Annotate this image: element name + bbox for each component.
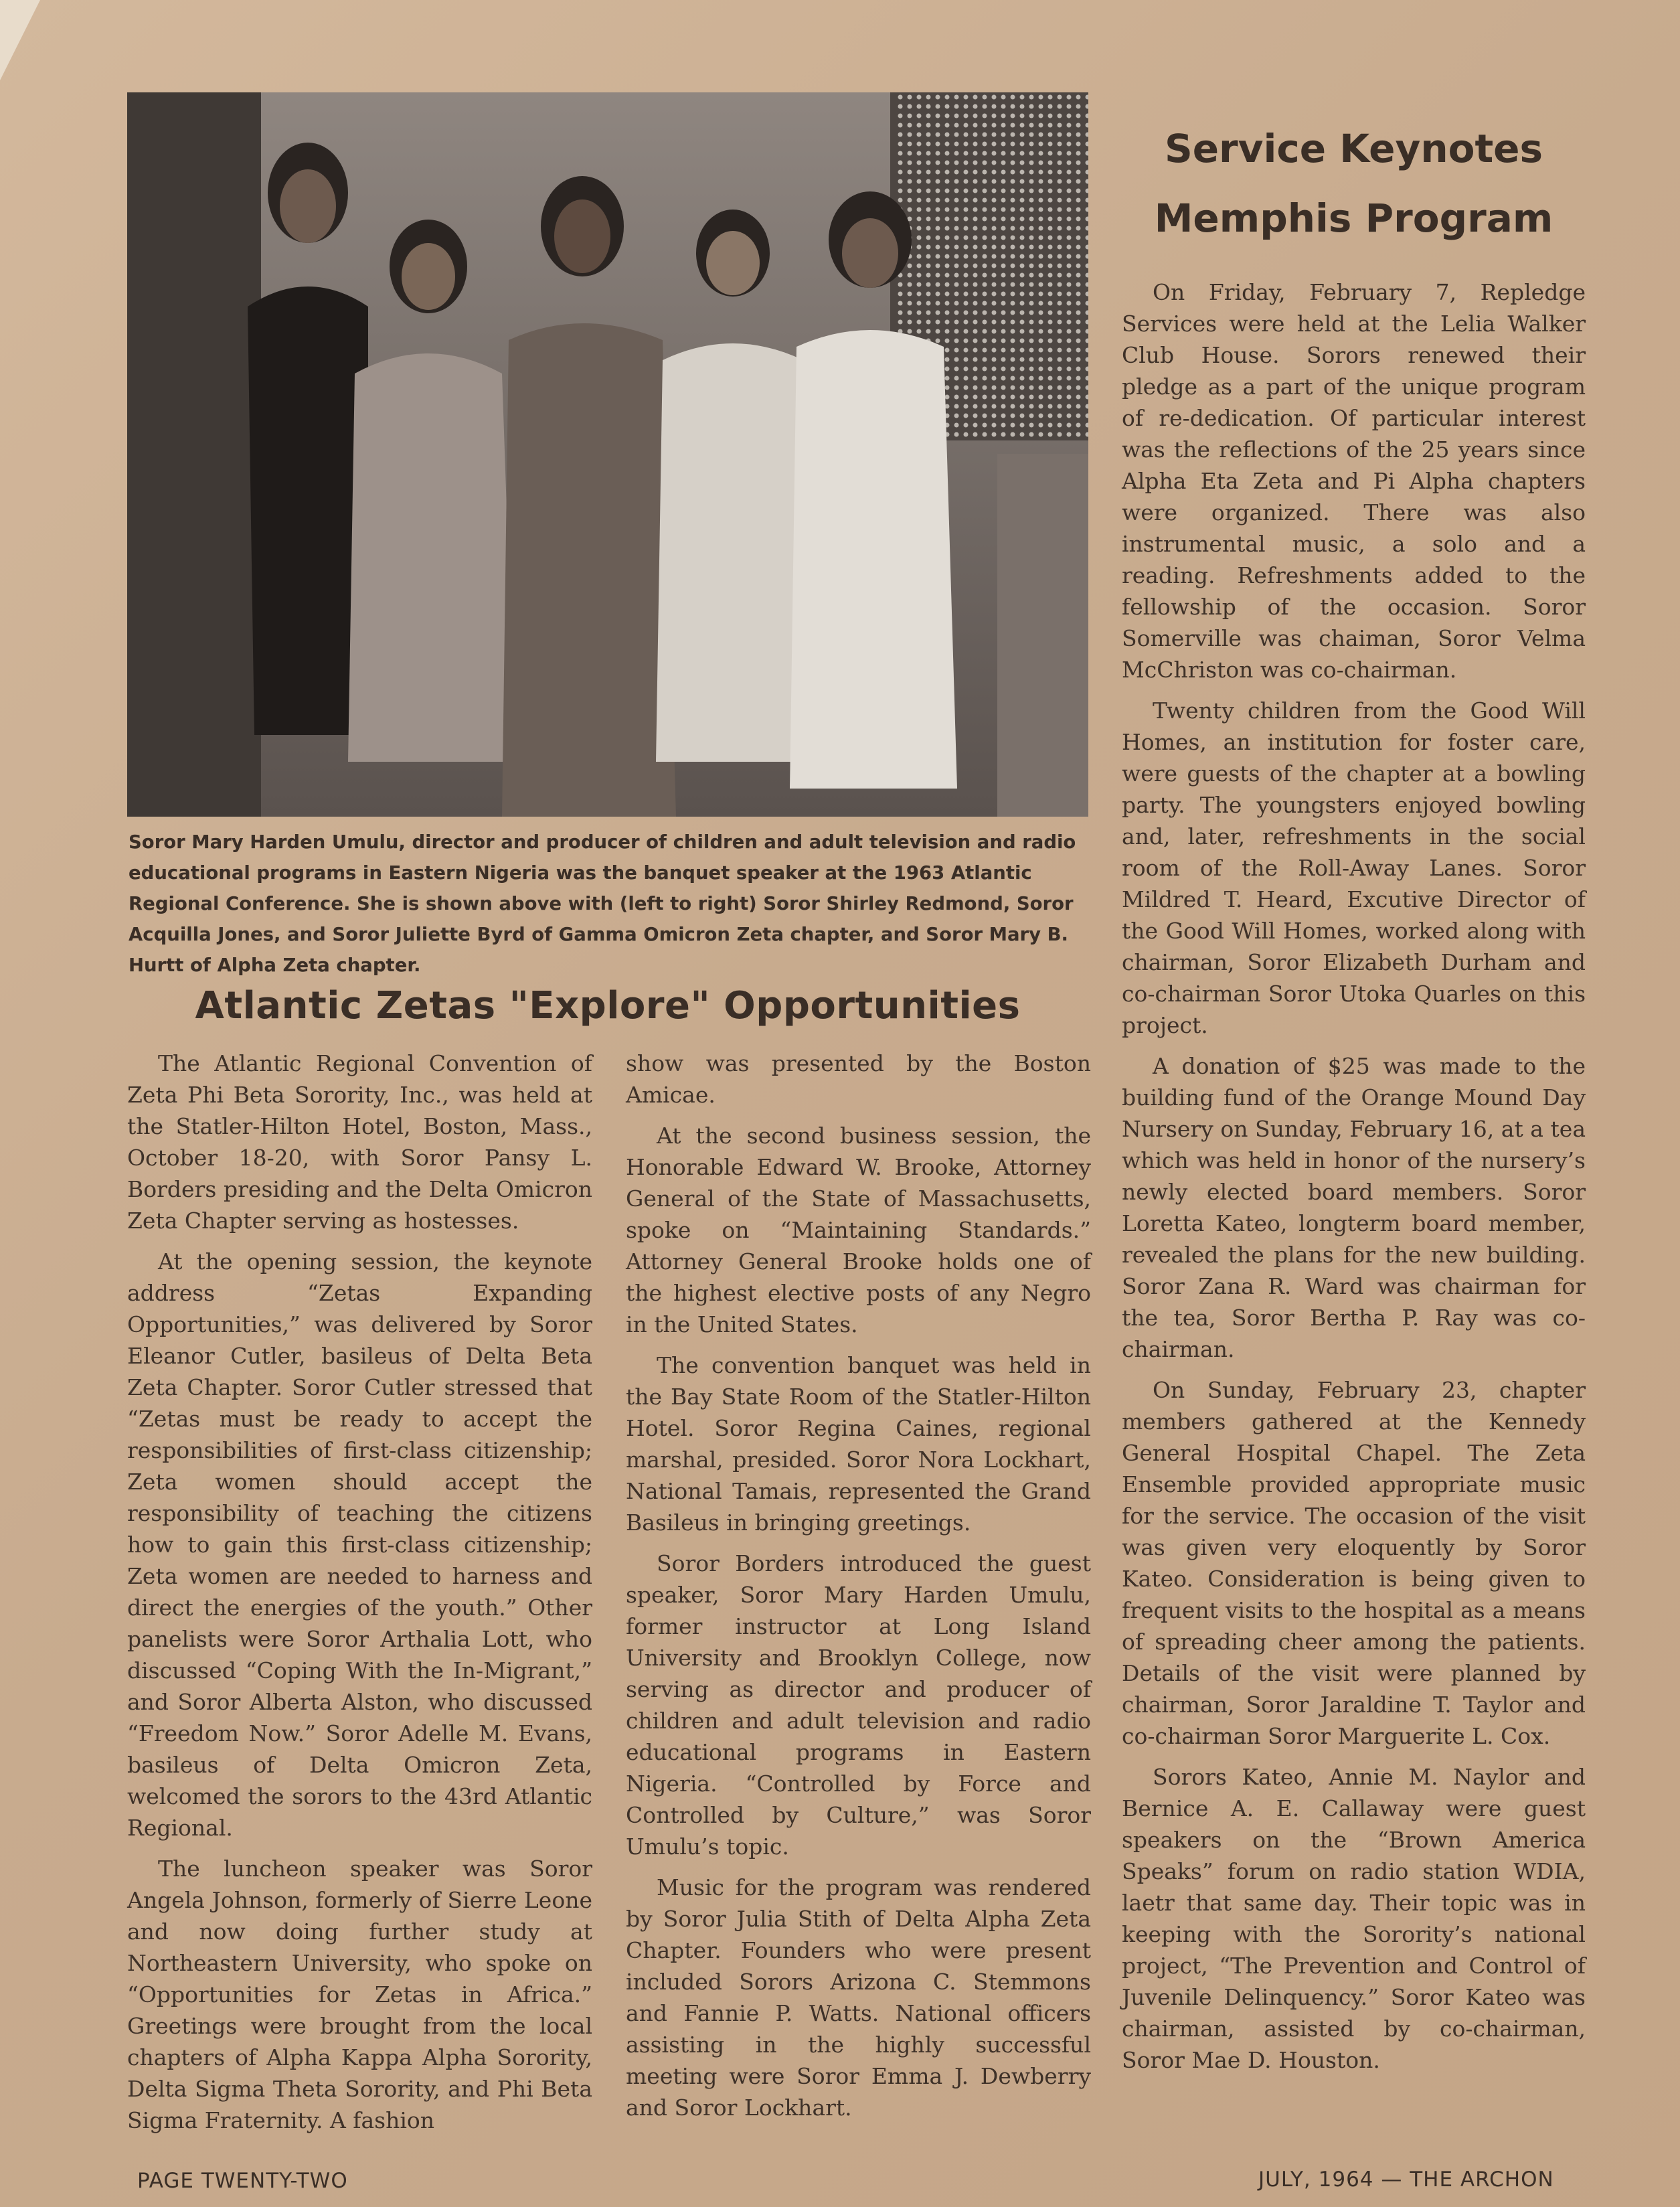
- paragraph: The Atlantic Regional Convention of Zeta Phi Beta Sorority, Inc., was held at the Statler-Hilton Hotel, Boston, Mass., October 18-20, with Soror Pansy L. Borders presiding and the Delta Omicron Zeta Chapter serving as hostesses.: [127, 1050, 592, 1234]
- group-photo-icon: [127, 92, 1088, 817]
- paragraph: Twenty children from the Good Will Homes, an institution for foster care, were guests of the chapter at a bowling party. The youngsters enjoyed bowling and, later, refreshments in the social room of the Roll-Away Lanes. Soror Mildred T. Heard, Excutive Director of the Good Will Homes, worked along with chairman, Soror Elizabeth Durham and co-chairman Soror Utoka Quarles on this project.: [1122, 698, 1586, 1038]
- paragraph: show was presented by the Boston Amicae.: [626, 1050, 1091, 1108]
- paragraph: At the second business session, the Honorable Edward W. Brooke, Attorney General of the State of Massachusetts, spoke on “Maintaining Standards.” Attorney General Brooke holds one of the highest elective posts of any Negro in the United States.: [626, 1123, 1091, 1337]
- paragraph: Soror Borders introduced the guest speaker, Soror Mary Harden Umulu, former instructor at Long Island University and Brooklyn College, now serving as director and producer of children and adult television and radio educational programs in Eastern Nigeria. “Controlled by Force and Controlled by Culture,” was Soror Umulu’s topic.: [626, 1550, 1091, 1860]
- side-article-column: [1122, 276, 1586, 2085]
- main-article-column-1: [127, 1048, 592, 2145]
- caption-text: Soror Mary Harden Umulu, director and producer of children and adult television and radio educational programs in Eastern Nigeria was the banquet speaker at the 1963 Atlantic Regional Conference. She is shown above with (left to right) Soror Shirley Redmond, Soror Acquilla Jones, and Soror Juliette Byrd of Gamma Omicron Zeta chapter, and Soror Mary B. Hurtt of Alpha Zeta chapter.: [129, 831, 1076, 976]
- side-headline-line-2: Memphis Program: [1154, 195, 1553, 241]
- paragraph: On Sunday, February 23, chapter members gathered at the Kennedy General Hospital Chapel. The Zeta Ensemble provided appropriate music for the service. The occasion of the visit was given very eloquently by Soror Kateo. Consideration is being given to frequent visits to the hospital as a means of spreading cheer among the patients. Details of the visit were planned by chairman, Soror Jaraldine T. Taylor and co-chairman Soror Marguerite L. Cox.: [1122, 1377, 1586, 1749]
- paragraph: On Friday, February 7, Repledge Services were held at the Lelia Walker Club House. Sorors renewed their pledge as a part of the unique program of re-dedication. Of particular interest was the reflections of the 25 years since Alpha Eta Zeta and Pi Alpha chapters were organized. There was also instrumental music, a solo and a reading. Refreshments added to the fellowship of the occasion. Soror Somerville was chaiman, Soror Velma McChriston was co-chairman.: [1122, 279, 1586, 683]
- page-number-footer: PAGE TWENTY-TWO: [137, 2169, 348, 2193]
- paragraph: A donation of $25 was made to the building fund of the Orange Mound Day Nursery on Sunday, February 16, at a tea which was held in honor of the nursery’s newly elected board members. Soror Loretta Kateo, longterm board member, revealed the plans for the new building. Soror Zana R. Ward was chairman for the tea, Soror Bertha P. Ray was co-chairman.: [1122, 1053, 1586, 1362]
- paragraph: Music for the program was rendered by Soror Julia Stith of Delta Alpha Zeta Chapter. Founders who were present included Sorors Arizona C. Stemmons and Fannie P. Watts. National officers assisting in the highly successful meeting were Soror Emma J. Dewberry and Soror Lockhart.: [626, 1874, 1091, 2121]
- side-headline: [1122, 114, 1586, 253]
- main-headline: Atlantic Zetas "Explore" Opportunities: [195, 984, 1021, 1028]
- paragraph: The luncheon speaker was Soror Angela Johnson, formerly of Sierre Leone and now doing further study at Northeastern University, who spoke on “Opportunities for Zetas in Africa.” Greetings were brought from the local chapters of Alpha Kappa Alpha Sorority, Delta Sigma Theta Sorority, and Phi Beta Sigma Fraternity. A fashion: [127, 1856, 592, 2133]
- side-headline-line-1: Service Keynotes: [1164, 126, 1543, 171]
- photo-caption: [129, 827, 1092, 981]
- torn-corner: [0, 0, 40, 80]
- main-article-column-2: [626, 1048, 1091, 2133]
- paragraph: The convention banquet was held in the Bay State Room of the Statler-Hilton Hotel. Soror Regina Caines, regional marshal, presided. Soror Nora Lockhart, National Tamais, represented the Grand Basileus in bringing greetings.: [626, 1352, 1091, 1536]
- paragraph: At the opening session, the keynote address “Zetas Expanding Opportunities,” was delivered by Soror Eleanor Cutler, basileus of Delta Beta Zeta Chapter. Soror Cutler stressed that “Zetas must be ready to accept the responsibilities of first-class citizenship; Zeta women should accept the responsibility of teaching the citizens how to gain this first-class citizenship; Zeta women are needed to harness and direct the energies of the youth.” Other panelists were Soror Arthalia Lott, who discussed “Coping With the In-Migrant,” and Soror Alberta Alston, who discussed “Freedom Now.” Soror Adelle M. Evans, basileus of Delta Omicron Zeta, welcomed the sorors to the 43rd Atlantic Regional.: [127, 1248, 592, 1841]
- issue-footer: JULY, 1964 — THE ARCHON: [1258, 2168, 1554, 2192]
- paragraph: Sorors Kateo, Annie M. Naylor and Bernice A. E. Callaway were guest speakers on the “Brown America Speaks” forum on radio station WDIA, laetr that same day. Their topic was in keeping with the Sorority’s national project, “The Prevention and Control of Juvenile Delinquency.” Soror Kateo was chairman, assisted by co-chairman, Soror Mae D. Houston.: [1122, 1764, 1586, 2073]
- group-photo: [127, 92, 1088, 817]
